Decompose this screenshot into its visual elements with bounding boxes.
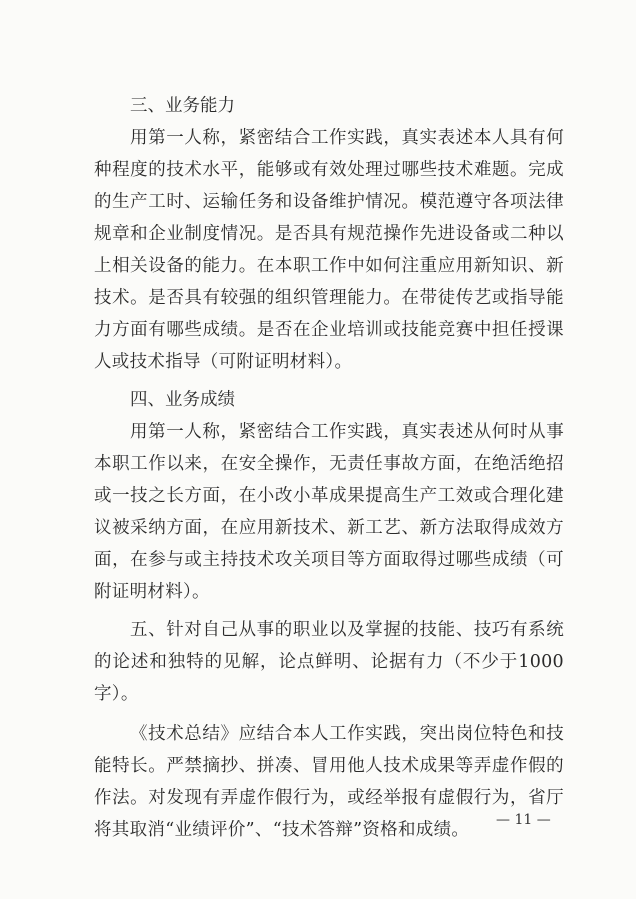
technical-summary-note: 《技术总结》应结合本人工作实践，突出岗位特色和技能特长。严禁摘抄、拼凑、冒用他人技术成果等弄虚作假的作法。对发现有弄虚作假行为，或经举报有虚假行为，省厅将其取消“业绩评价”、“技术答辩”资格和成绩。 <box>94 724 564 840</box>
document-body <box>94 90 564 852</box>
section-body-professional-essay: 五、针对自己从事的职业以及掌握的技能、技巧有系统的论述和独特的见解，论点鲜明、论据有力（不少于1000字）。 <box>94 620 564 704</box>
section-heading-business-achievements: 四、业务成绩 <box>130 390 235 410</box>
page-number: — 11 — <box>496 812 551 828</box>
section-body-business-ability: 用第一人称，紧密结合工作实践，真实表述本人具有何种程度的技术水平，能够或有效处理过哪些技术难题。完成的生产工时、运输任务和设备维护情况。模范遵守各项法律规章和企业制度情况。是否具有规范操作先进设备或二种以上相关设备的能力。在本职工作中如何注重应用新知识、新技术。是否具有较强的组织管理能力。在带徒传艺或指导能力方面有哪些成绩。是否在企业培训或技能竞赛中担任授课人或技术指导（可附证明材料）。 <box>94 128 564 372</box>
section-heading-business-ability: 三、业务能力 <box>130 96 235 116</box>
section-body-business-achievements: 用第一人称，紧密结合工作实践，真实表述从何时从事本职工作以来，在安全操作，无责任事故方面，在绝活绝招或一技之长方面，在小改小革成果提高生产工效或合理化建议被采纳方面，在应用新技术、新工艺、新方法取得成效方面，在参与或主持技术攻关项目等方面取得过哪些成绩（可附证明材料）。 <box>94 422 564 602</box>
